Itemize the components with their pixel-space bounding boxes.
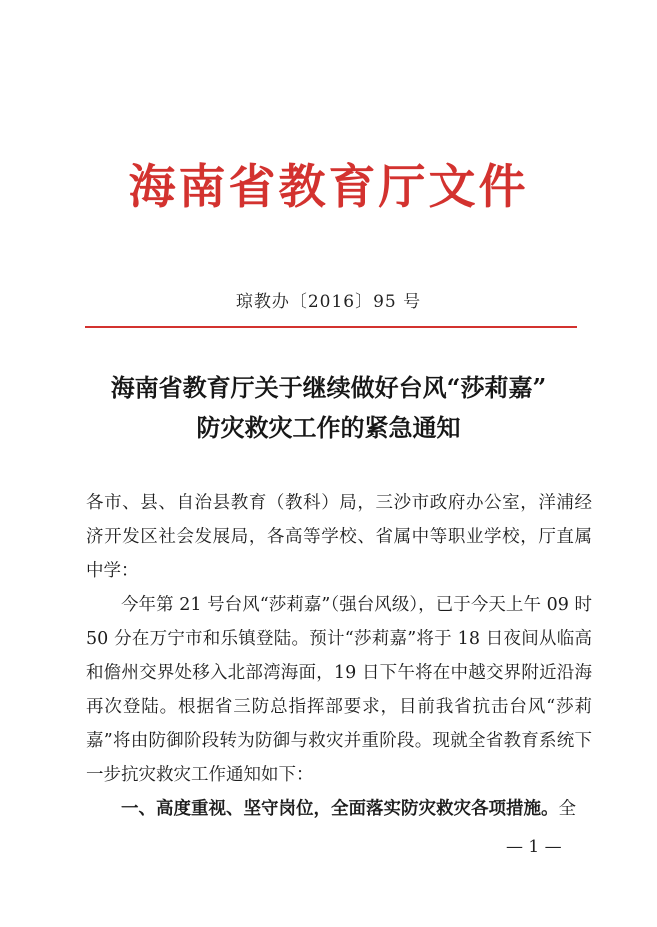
body-paragraph-1: 今年第 21 号台风“莎莉嘉”（强台风级），已于今天上午 09 时 50 分在万宁市和乐镇登陆。预计“莎莉嘉”将于 18 日夜间从临高和儋州交界处移入北部湾海面，19 日下午将在中越交界附近沿海再次登陆。根据省三防总指挥部要求，目前我省抗击台风“莎莉嘉”将由防御阶段转为防御与救灾并重阶段。现就全省教育系统下一步抗灾救灾工作通知如下： [86, 595, 592, 785]
section-1-paragraph [86, 792, 592, 826]
notice-title-line-2: 防灾救灾工作的紧急通知 [196, 413, 461, 442]
section-1-heading: 一、高度重视、坚守岗位，全面落实防灾救灾各项措施。 [121, 799, 559, 819]
red-divider-line [85, 326, 577, 328]
notice-body [86, 486, 592, 826]
document-number: 琼教办〔2016〕95 号 [235, 292, 422, 312]
document-header-title: 海南省教育厅文件 [128, 160, 529, 215]
notice-title-line-1: 海南省教育厅关于继续做好台风“莎莉嘉” [110, 373, 547, 402]
page-number: — 1 — [506, 837, 562, 857]
recipients-paragraph: 各市、县、自治县教育（教科）局，三沙市政府办公室，洋浦经济开发区社会发展局，各高等学校、省属中等职业学校，厅直属中学： [86, 493, 592, 581]
section-1-continuation: 全 [558, 799, 576, 819]
notice-title [0, 368, 657, 448]
